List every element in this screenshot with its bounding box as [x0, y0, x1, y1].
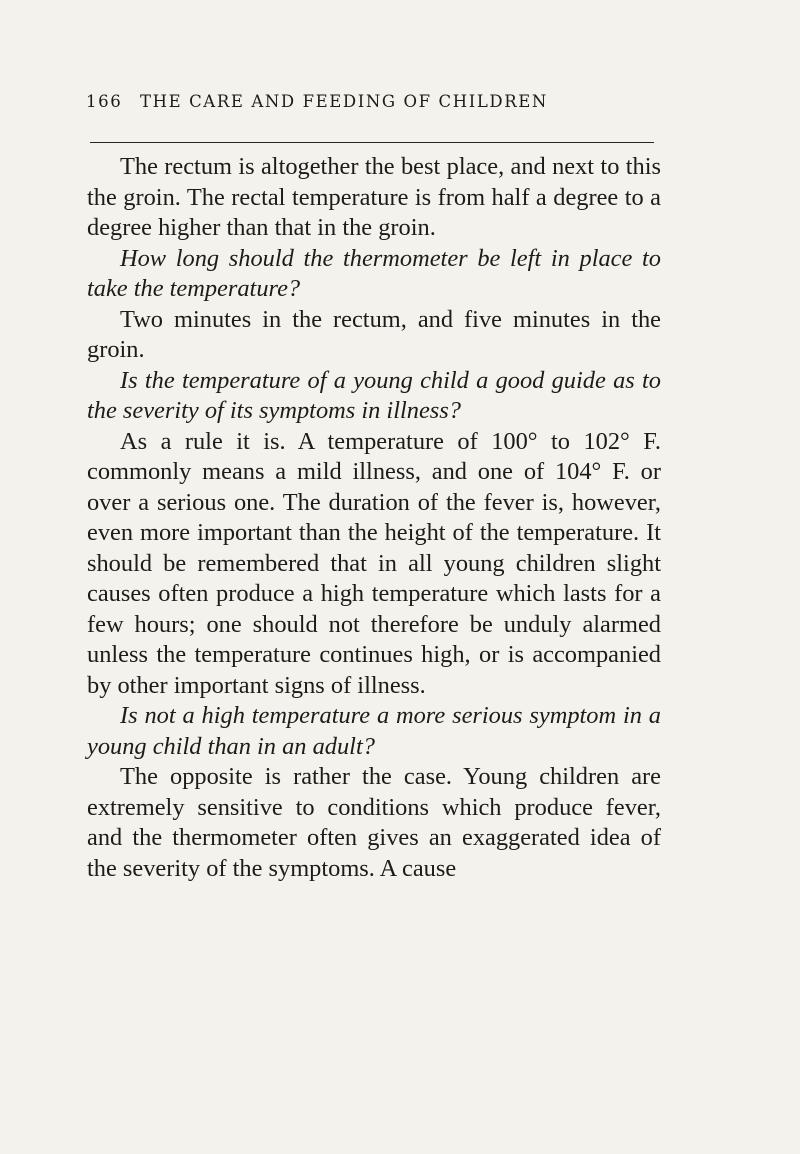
answer-paragraph: Two minutes in the rectum, and five minutes in the groin.	[87, 305, 661, 363]
body-text	[87, 152, 661, 884]
answer-paragraph: As a rule it is. A temperature of 100° to 102° F. commonly means a mild illness, and one of 104° F. or over a serious one. The duration of the fever is, however, even more important than the height of the temperature. It should be remembered that in all young children slight causes often produce a high temperature which lasts for a few hours; one should not therefore be unduly alarmed unless the temperature continues high, or is accompanied by other important signs of illness.	[87, 427, 661, 699]
running-header	[86, 92, 686, 118]
answer-paragraph: The opposite is rather the case. Young children are extremely sensitive to conditions which produce fever, and the thermometer often gives an exaggerated idea of the severity of the symptoms. A cause	[87, 763, 661, 882]
page-number: 166	[86, 92, 123, 111]
running-title: THE CARE AND FEEDING OF CHILDREN	[140, 92, 548, 111]
answer-paragraph: The rectum is altogether the best place, and next to this the groin. The rectal temperature is from half a degree to a degree higher than that in the groin.	[87, 153, 661, 241]
question-heading: Is not a high temperature a more serious symptom in a young child than in an adult?	[87, 702, 661, 760]
header-rule	[90, 142, 654, 143]
question-heading: How long should the thermometer be left in place to take the temperature?	[87, 244, 661, 302]
question-heading: Is the temperature of a young child a good guide as to the severity of its symptoms in illness?	[87, 366, 661, 424]
